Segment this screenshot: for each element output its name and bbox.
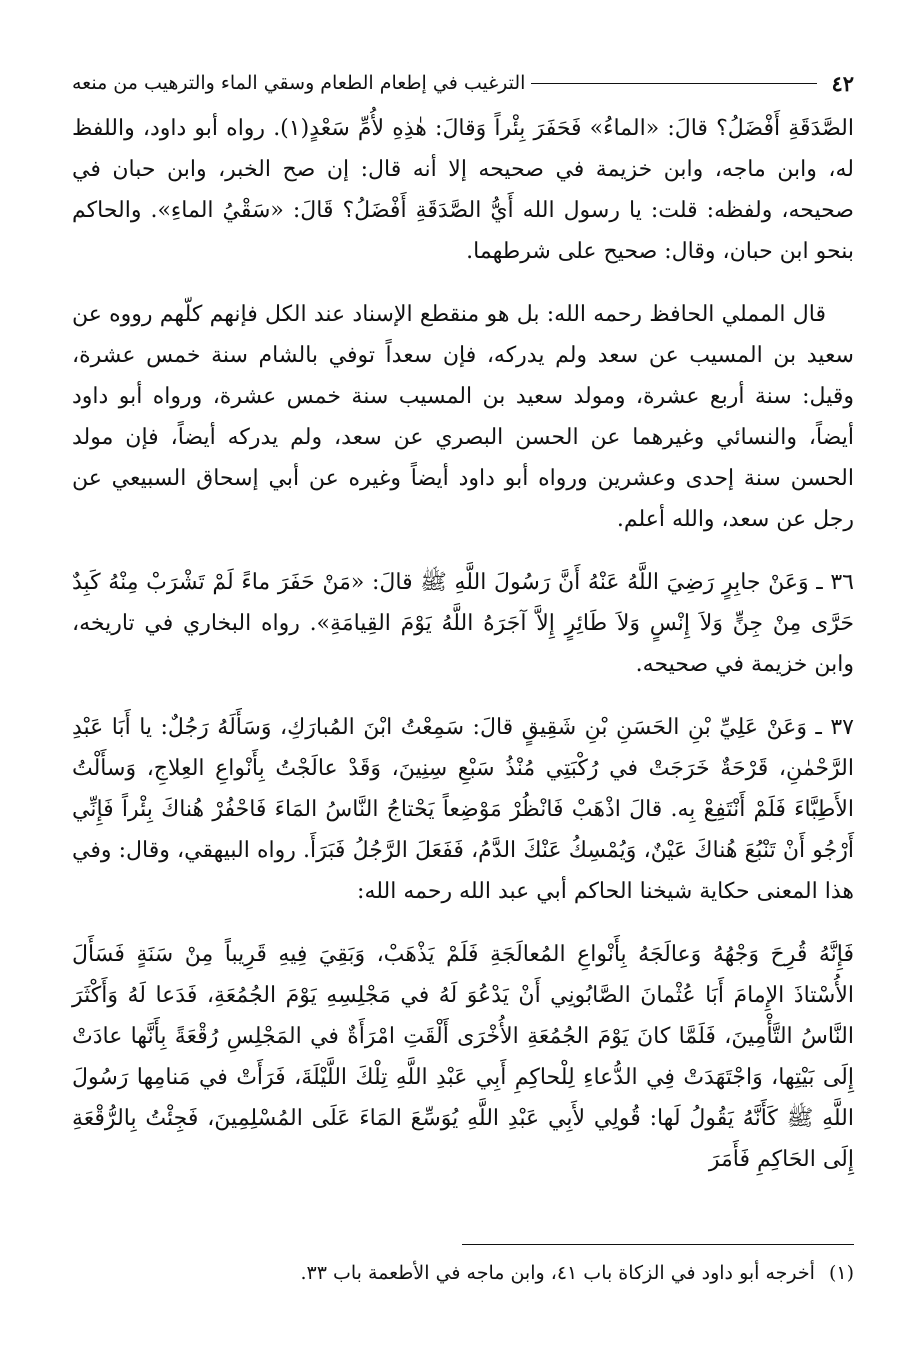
footnote-separator bbox=[462, 1244, 854, 1245]
paragraph-commentary: قال المملي الحافظ رحمه الله: بل هو منقطع الإسناد عند الكل فإنهم كلّهم رووه عن سعيد بن المسيب عن سعد ولم يدركه، فإن سعداً توفي بالشام سنة خمس عشرة، وقيل: سنة أربع عشرة، ومولد سعيد بن المسيب سنة خمس عشرة، ورواه أبو داود أيضاً، والنسائي وغيرهما عن الحسن البصري عن سعد، ولم يدركه أيضاً، فإن مولد الحسن سنة إحدى وعشرين ورواه أبو داود أيضاً وغيره عن أبي إسحاق السبيعي عن رجل عن سعد، والله أعلم. bbox=[72, 302, 854, 532]
footnote-text: أخرجه أبو داود في الزكاة باب ٤١، وابن ماجه في الأطعمة باب ٣٣. bbox=[300, 1262, 815, 1284]
running-header bbox=[72, 66, 854, 100]
running-title: الترغيب في إطعام الطعام وسقي الماء والترهيب من منعه bbox=[72, 72, 526, 94]
footnote-marker: (١) bbox=[828, 1262, 854, 1284]
footnote bbox=[72, 1257, 854, 1289]
paragraph-hadith-continuation: الصَّدَقَةِ أَفْضَلُ؟ قالَ: «الماءُ» فَحَفَرَ بِئْراً وَقالَ: هٰذِهِ لأُمِّ سَعْدٍ(١). رواه أبو داود، واللفظ له، وابن ماجه، وابن خزيمة في صحيحه إلا أنه قال: إن صح الخبر، وابن حبان في صحيحه، ولفظه: قلت: يا رسول الله أَيُّ الصَّدَقَةِ أَفْضَلُ؟ قَالَ: «سَقْيُ الماءِ». والحاكم بنحو ابن حبان، وقال: صحيح على شرطهما. bbox=[72, 116, 854, 264]
paragraph-hadith-36: ٣٦ ـ وَعَنْ جابِرٍ رَضِيَ اللَّهُ عَنْهُ أَنَّ رَسُولَ اللَّهِ ﷺ قالَ: «مَنْ حَفَرَ ماءً لَمْ تَشْرَبْ مِنْهُ كَبِدٌ حَرَّى مِنْ جِنٍّ وَلاَ إِنْسٍ وَلاَ طَائِرٍ إِلاَّ آجَرَهُ اللَّهُ يَوْمَ القِيامَةِ». رواه البخاري في تاريخه، وابن خزيمة في صحيحه. bbox=[72, 570, 854, 677]
paragraph-story: فَإِنَّهُ قُرِحَ وَجْهُهُ وَعالَجَهُ بِأَنْواعِ المُعالَجَةِ فَلَمْ يَذْهَبْ، وَبَقِيَ فِيهِ قَرِيباً مِنْ سَنَةٍ فَسَأَلَ الأُسْتاذَ الإِمامَ أَبَا عُثْمانَ الصَّابُونِي أَنْ يَدْعُوَ لَهُ في مَجْلِسِهِ يَوْمَ الجُمُعَةِ، فَدَعا لَهُ وَأَكْثَرَ النَّاسُ التَّأْمِينَ، فَلَمَّا كانَ يَوْمَ الجُمُعَةِ الأُخْرَى أَلْقَتِ امْرَأَةٌ في المَجْلِسِ رُقْعَةً بِأَنَّها عادَتْ إِلَى بَيْتِها، وَاجْتَهَدَتْ فِي الدُّعاءِ لِلْحاكِمِ أَبِي عَبْدِ اللَّهِ تِلْكَ اللَّيْلَةَ، فَرَأَتْ في مَنامِها رَسُولَ اللَّهِ ﷺ كَأَنَّهُ يَقُولُ لَها: قُولِي لأَبِي عَبْدِ اللَّهِ يُوَسِّعَ المَاءَ عَلَى المُسْلِمِينَ، فَجِئْتُ بِالرُّقْعَةِ إِلَى الحَاكِمِ فَأَمَرَ bbox=[72, 942, 854, 1172]
main-text bbox=[72, 108, 854, 1202]
page-number: ٤٢ bbox=[831, 70, 854, 96]
paragraph-hadith-37: ٣٧ ـ وَعَنْ عَلِيِّ بْنِ الحَسَنِ بْنِ شَقِيقٍ قالَ: سَمِعْتُ ابْنَ المُبارَكِ، وَسَأَلَهُ رَجُلٌ: يا أَبَا عَبْدِ الرَّحْمٰنِ، قَرْحَةٌ خَرَجَتْ في رُكْبَتِي مُنْذُ سَبْعِ سِنِينَ، وَقَدْ عالَجْتُ بِأَنْواعِ العِلاجِ، وَسأَلْتُ الأَطِبَّاءَ فَلَمْ أَنْتَفِعْ بِه. قالَ اذْهَبْ فَانْظُرْ مَوْضِعاً يَحْتاجُ النَّاسُ المَاءَ فَاحْفُرْ هُناكَ بِئْراً فَإِنِّي أَرْجُو أَنْ تَنْبُعَ هُناكَ عَيْنٌ، وَيُمْسِكُ عَنْكَ الدَّمُ، فَفَعَلَ الرَّجُلُ فَبَرَأَ. رواه البيهقي، وقال: وفي هذا المعنى حكاية شيخنا الحاكم أبي عبد الله رحمه الله: bbox=[72, 715, 854, 904]
header-rule bbox=[531, 83, 817, 84]
